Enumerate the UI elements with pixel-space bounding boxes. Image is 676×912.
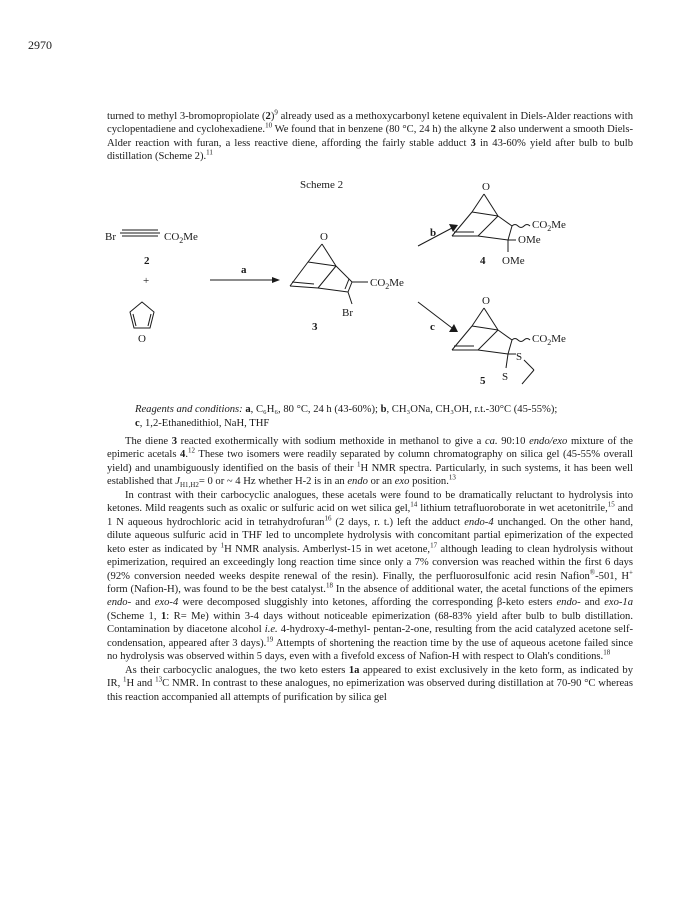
adduct-3-bridge-o: O bbox=[320, 231, 328, 243]
paragraph-hydrolysis: In contrast with their carbocyclic analogues, these acetals were found to be dramatically reluctant to hydrolysis into ketones. Mild reagents such as oxalic or sulfuric acid on wet silica gel,$^{14}$ lithium tetrafluoroborate in wet acetonitrile,$^{15}$ and 1 N aqueous hydrochloric acid in tetrahydrofuran$^{16}$ (2 days, r. t.) left the adduct endo-4 unchanged. On the other hand, dilute aqueous sulfuric acid in THF led to uncomplete hydrolysis with concomitant partial epimerization of the expected keto ester as indicated by $^1$H NMR analysis. Amberlyst-15 in wet acetone,$^{17}$ although leading to clean hydrolysis without epimerization, required an exceedingly long reaction time since only a 7% conversion was reached within the first 6 days (92% conversion needed weeks despite renewal of the resin). Finally, the perfluorosulfonic acid resin Nafion®-501, H+ form (Nafion-H), was found to be the best catalyst.$^{18}$ In the absence of additional water, the acetal functions of the epimers endo- and exo-4 were decomposed sluggishly into ketones, affording the corresponding β-keto esters endo- and exo-1a (Scheme 1, 1: R= Me) within 3-4 days without noticeable epimerization (68-83% yield after bulb to bulb distillation. Contamination by diacetone alcohol i.e. 4-hydroxy-4-methyl- pentan-2-one, resulting from the acid catalyzed acetone self-condensation, appeared after 3 days).$^{19}$ Attempts of shortening the reaction time by the use of aqueous acetone failed since no hydrolysis was observed within 5 days, even with a fivefold excess of Nafion-H with respect to Olah's conditions.$^{18}$ bbox=[107, 489, 634, 663]
arrow-c-label: c bbox=[430, 321, 435, 333]
thioacetal-5-structure bbox=[452, 308, 534, 384]
thioacetal-5-s1: S bbox=[516, 351, 523, 363]
plus-sign: + bbox=[143, 275, 150, 287]
compound-label-3: 3 bbox=[312, 321, 318, 333]
adduct-3-structure bbox=[290, 244, 368, 304]
reaction-scheme bbox=[100, 170, 640, 390]
furan-structure bbox=[130, 302, 154, 328]
acetal-4-ome-2: OMe bbox=[502, 255, 525, 267]
arrow-b-label: b bbox=[430, 227, 437, 239]
acetal-4-ome-1: OMe bbox=[518, 234, 541, 246]
scheme-caption: Reagents and conditions: a, C₆H₆, 80 °C, 24 h (43-60%); b, CH₃ONa, CH₃OH, r.t.-30°C (45-55%); c, 1,2-Ethanedithiol, NaH, THF bbox=[135, 404, 558, 429]
arrow-c bbox=[418, 302, 452, 328]
compound-label-5: 5 bbox=[480, 375, 486, 387]
paragraph-acetals: The diene 3 reacted exothermically with sodium methoxide in methanol to give a ca. 90:10 endo/exo mixture of the epimeric acetals 4.12 These two isomers were readily separated by column chromatography on silica gel (45-55% overall yield) and unambiguously identified on the basis of their $^1$H NMR spectra. Particularly, in such systems, it has been well established that $J_{H1,H2}= 0$ or ~ 4 Hz whether H-2 is in an endo or an exo position.$^{13}$ bbox=[107, 436, 634, 490]
ester-group-2: $CO_2Me$ bbox=[164, 231, 198, 245]
scheme-title: Scheme 2 bbox=[300, 179, 344, 191]
acetal-4-ester: $CO_2Me$ bbox=[532, 219, 566, 233]
page-number: 2970 bbox=[28, 38, 52, 52]
furan-oxygen: O bbox=[138, 333, 146, 345]
adduct-3-ester: $CO_2Me$ bbox=[370, 277, 404, 291]
compound-label-2: 2 bbox=[144, 255, 150, 267]
thioacetal-5-bridge-o: O bbox=[482, 295, 490, 307]
body-text bbox=[107, 435, 633, 704]
acetal-4-bridge-o: O bbox=[482, 181, 490, 193]
paragraph-keto-esters: As their carbocyclic analogues, the two keto esters 1a appeared to exist exclusively in the keto form, as indicated by IR, $^1$H and $^{13}$C NMR. In contrast to these analogues, no epimerization was observed during distillation at 70-90 °C whereas this reaction accompanied all attempts of purification by silica gel bbox=[107, 664, 633, 703]
thioacetal-5-s2: S bbox=[502, 371, 509, 383]
compound-label-4: 4 bbox=[480, 255, 486, 267]
reagent-br: Br bbox=[105, 231, 116, 243]
arrow-a-label: a bbox=[241, 264, 247, 276]
thioacetal-5-ester: $CO_2Me$ bbox=[532, 333, 566, 347]
intro-paragraph: turned to methyl 3-bromopropiolate $(2)^9$ already used as a methoxycarbonyl ketene equivalent in Diels-Alder reactions with cyclopentadiene and cyclohexadiene.$^{10}$ We found that in benzene (80 °C, 24 h) the alkyne 2 also underwent a smooth Diels-Alder reaction with furan, a less reactive diene, affording the fairly stable adduct 3 in 43-60% yield after bulb to bulb distillation (Scheme 2).$^{11}$ bbox=[107, 108, 634, 163]
adduct-3-br: Br bbox=[342, 307, 353, 319]
